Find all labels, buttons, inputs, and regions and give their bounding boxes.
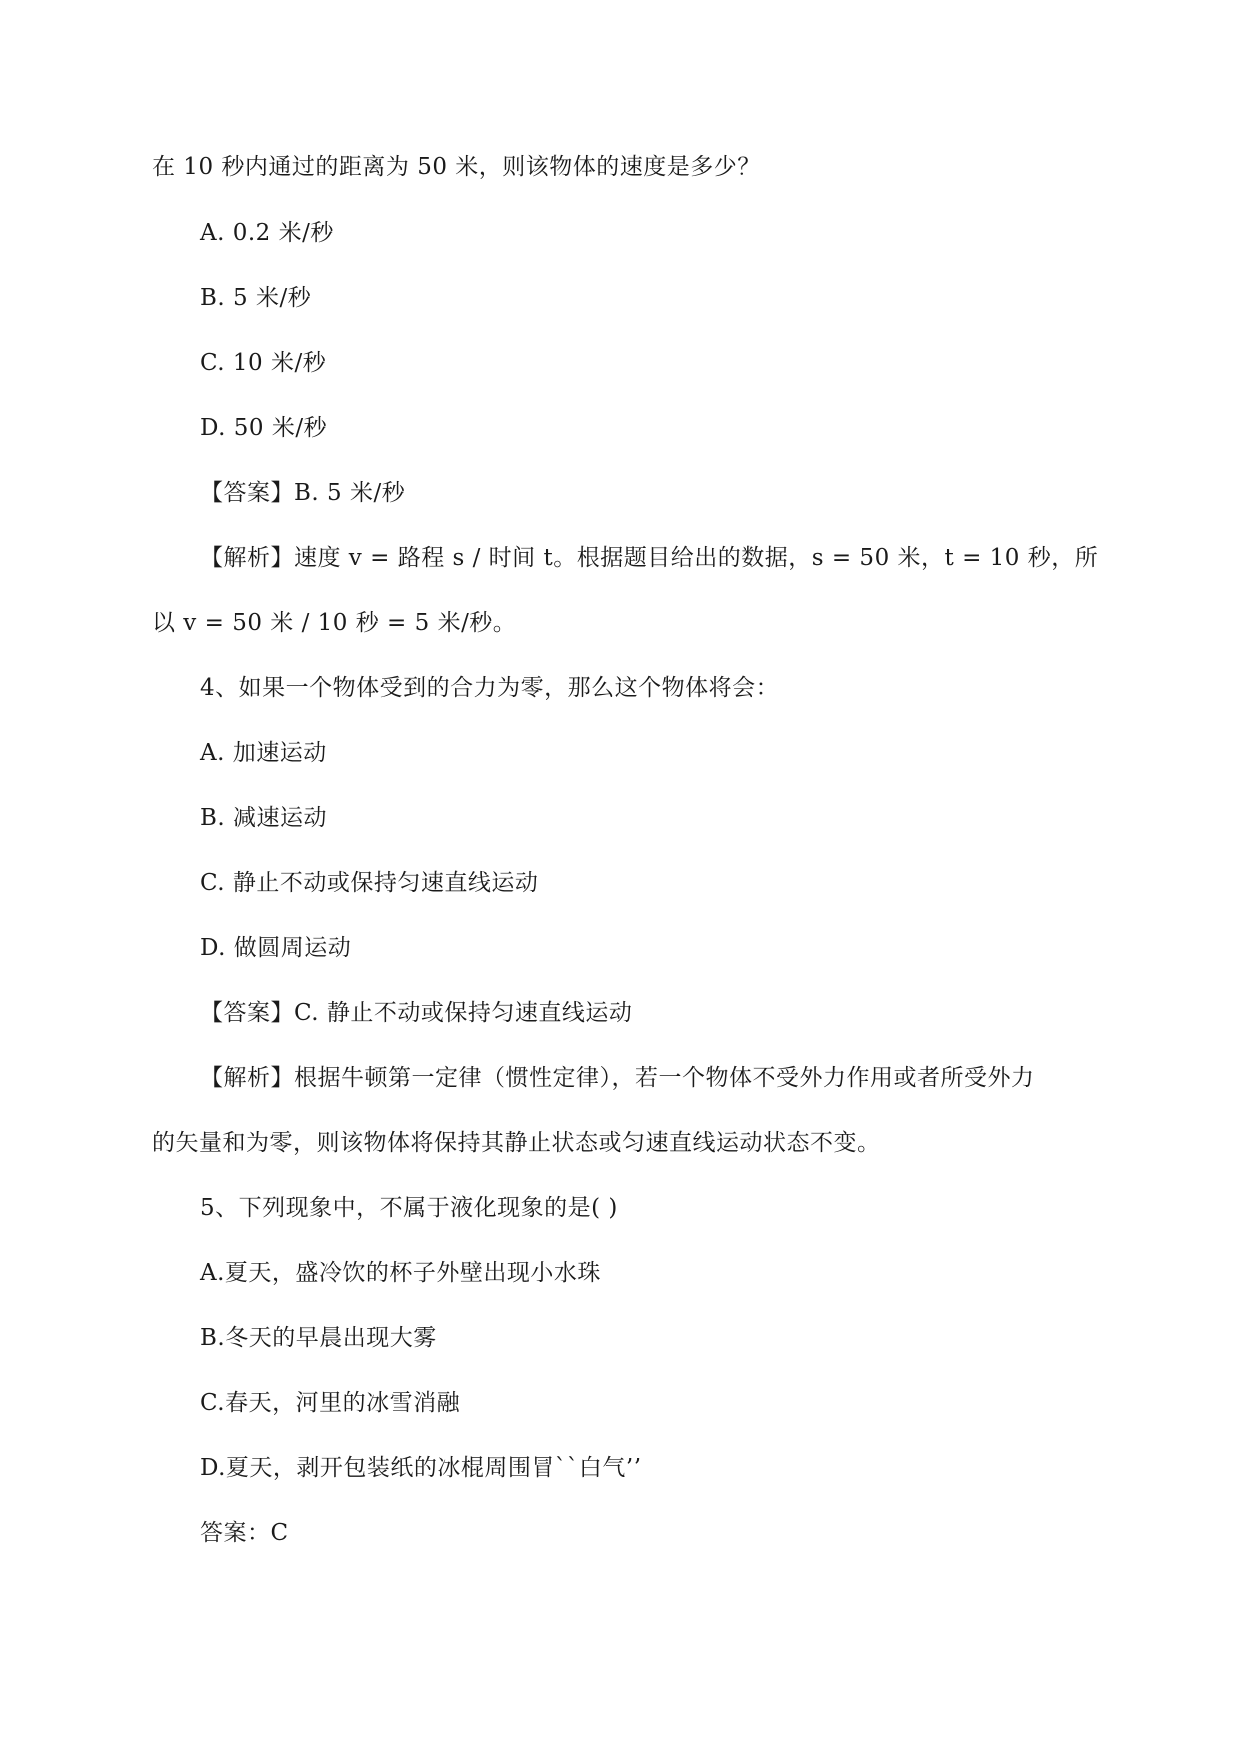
q5-answer: 答案：C [200,1520,289,1546]
q4-answer: 【答案】C. 静止不动或保持匀速直线运动 [200,1000,633,1026]
q4-option-a: A. 加速运动 [200,740,327,766]
q5-stem: 5、下列现象中，不属于液化现象的是( ) [200,1195,618,1221]
q4-analysis-line2: 的矢量和为零，则该物体将保持其静止状态或匀速直线运动状态不变。 [152,1130,881,1156]
q4-analysis-line1: 【解析】根据牛顿第一定律（惯性定律），若一个物体不受外力作用或者所受外力 [200,1065,1035,1091]
q4-option-b: B. 减速运动 [200,805,328,831]
q5-option-c: C.春天，河里的冰雪消融 [200,1390,461,1416]
q3-answer: 【答案】B. 5 米/秒 [200,480,406,506]
q3-option-b: B. 5 米/秒 [200,285,312,311]
q5-option-b: B.冬天的早晨出现大雾 [200,1325,437,1351]
q4-stem: 4、如果一个物体受到的合力为零，那么这个物体将会： [200,675,780,701]
q3-analysis-line1: 【解析】速度 v = 路程 s / 时间 t。根据题目给出的数据，s = 50 米，t = 10 秒，所 [200,545,1099,571]
q3-stem-tail: 在 10 秒内通过的距离为 50 米，则该物体的速度是多少？ [152,154,761,180]
q5-option-d: D.夏天，剥开包装纸的冰棍周围冒``白气’’ [200,1455,642,1481]
q3-analysis-line2: 以 v = 50 米 / 10 秒 = 5 米/秒。 [152,610,517,636]
q3-option-c: C. 10 米/秒 [200,350,327,376]
q3-option-d: D. 50 米/秒 [200,415,328,441]
q5-option-a: A.夏天，盛冷饮的杯子外壁出现小水珠 [200,1260,601,1286]
q4-option-d: D. 做圆周运动 [200,935,352,961]
q4-option-c: C. 静止不动或保持匀速直线运动 [200,870,539,896]
q3-option-a: A. 0.2 米/秒 [200,220,334,246]
